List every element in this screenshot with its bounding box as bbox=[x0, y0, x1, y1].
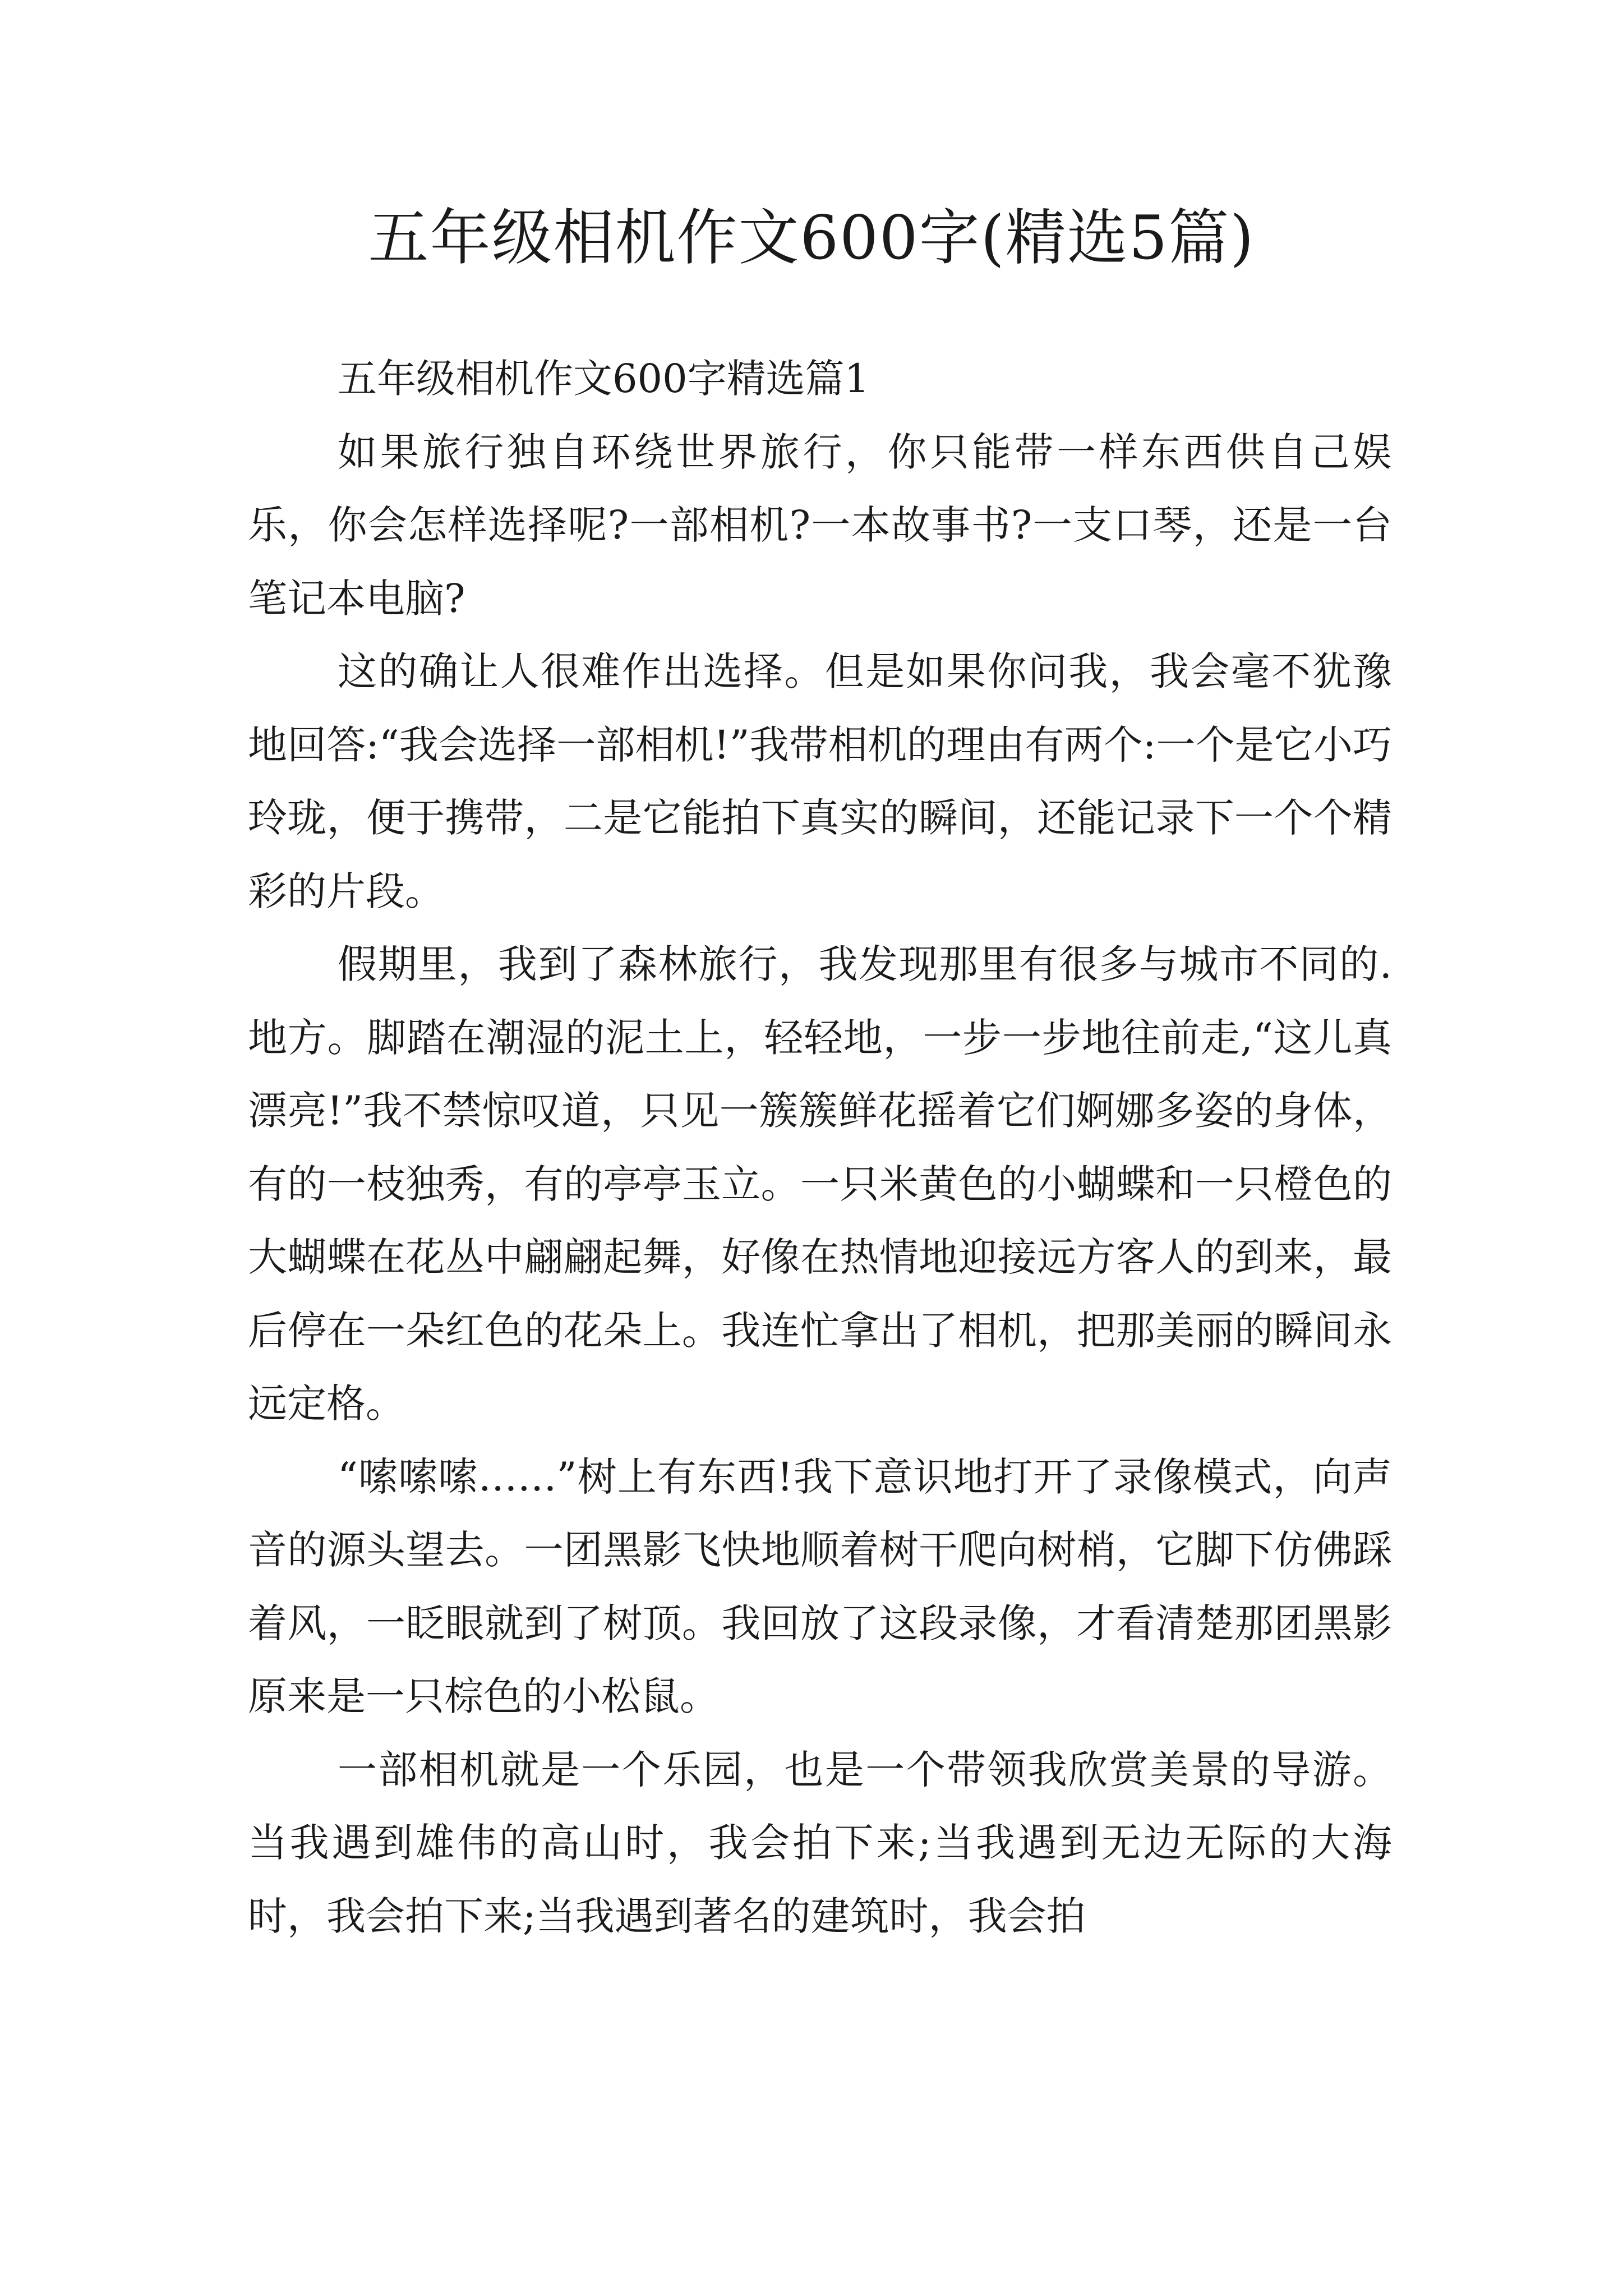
document-body bbox=[248, 342, 1392, 1953]
paragraph-3: 假期里，我到了森林旅行，我发现那里有很多与城市不同的.地方。脚踏在潮湿的泥土上，轻轻地，一步一步地往前走,“这儿真漂亮!”我不禁惊叹道，只见一簇簇鲜花摇着它们婀娜多姿的身体，有的一枝独秀，有的亭亭玉立。一只米黄色的小蝴蝶和一只橙色的大蝴蝶在花丛中翩翩起舞，好像在热情地迎接远方客人的到来，最后停在一朵红色的花朵上。我连忙拿出了相机，把那美丽的瞬间永远定格。 bbox=[248, 941, 1392, 1427]
section-heading: 五年级相机作文600字精选篇1 bbox=[338, 356, 870, 402]
document-title: 五年级相机作文600字(精选5篇) bbox=[368, 203, 1255, 273]
paragraph-5: 一部相机就是一个乐园，也是一个带领我欣赏美景的导游。当我遇到雄伟的高山时，我会拍下来;当我遇到无边无际的大海时，我会拍下来;当我遇到著名的建筑时，我会拍 bbox=[248, 1746, 1392, 1939]
paragraph-2: 这的确让人很难作出选择。但是如果你问我，我会毫不犹豫地回答:“我会选择一部相机!”我带相机的理由有两个:一个是它小巧玲珑，便于携带，二是它能拍下真实的瞬间，还能记录下一个个精彩的片段。 bbox=[248, 648, 1392, 914]
paragraph-1: 如果旅行独自环绕世界旅行，你只能带一样东西供自己娱乐，你会怎样选择呢?一部相机?一本故事书?一支口琴，还是一台笔记本电脑? bbox=[248, 429, 1392, 622]
paragraph-4: “嗦嗦嗦……”树上有东西!我下意识地打开了录像模式，向声音的源头望去。一团黑影飞快地顺着树干爬向树梢，它脚下仿佛踩着风，一眨眼就到了树顶。我回放了这段录像，才看清楚那团黑影原来是一只棕色的小松鼠。 bbox=[248, 1453, 1392, 1719]
